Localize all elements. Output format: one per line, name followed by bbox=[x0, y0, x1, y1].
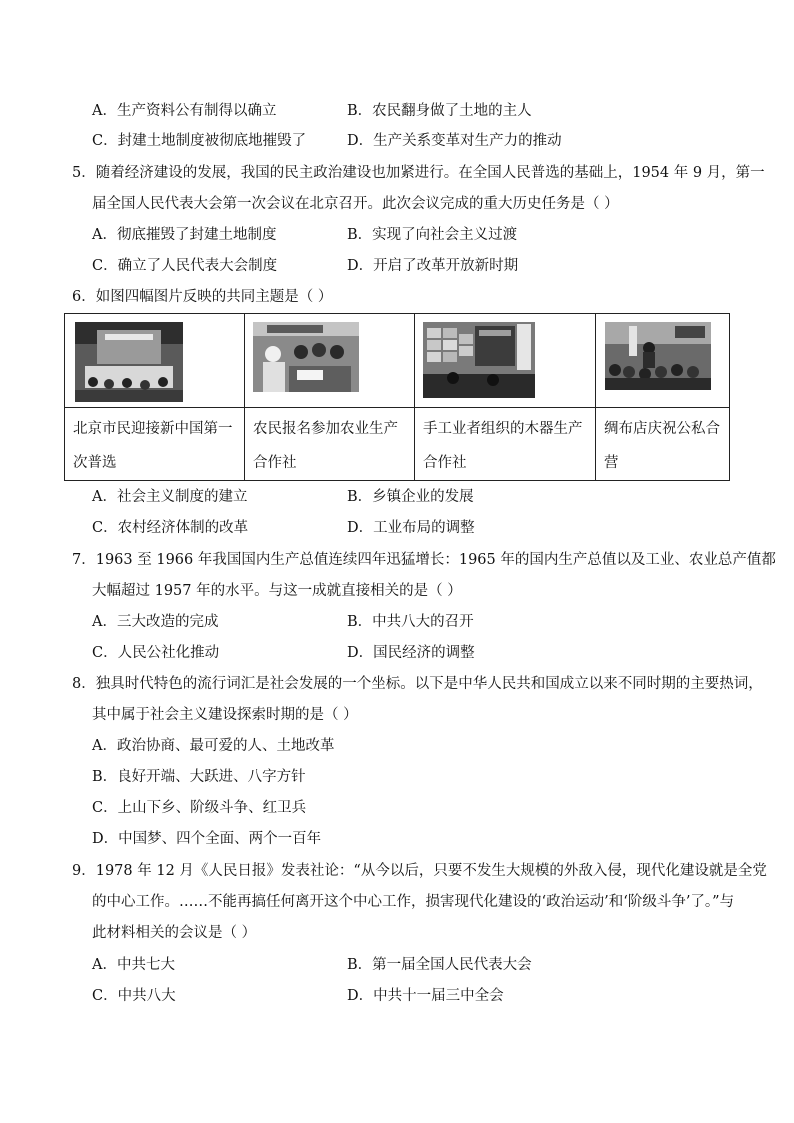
q7-option-a: A．三大改造的完成 bbox=[92, 614, 219, 630]
q6-picture-table bbox=[64, 313, 730, 481]
caption-3-line2: 合作社 bbox=[423, 455, 467, 471]
q9-option-b: B．第一届全国人民代表大会 bbox=[347, 957, 532, 973]
q9-option-c: C．中共八大 bbox=[92, 988, 176, 1004]
q4-option-d: D．生产关系变革对生产力的推动 bbox=[347, 133, 562, 149]
q5-option-b: B．实现了向社会主义过渡 bbox=[347, 227, 518, 243]
caption-4 bbox=[604, 412, 720, 480]
picture-cell-1 bbox=[65, 314, 245, 480]
q6-option-a: A．社会主义制度的建立 bbox=[92, 489, 248, 505]
q5-option-c: C．确立了人民代表大会制度 bbox=[92, 258, 278, 274]
q7-stem-line2: 大幅超过 1957 年的水平。与这一成就直接相关的是（ ） bbox=[92, 583, 462, 599]
photo-furniture-workshop bbox=[423, 322, 535, 398]
caption-1 bbox=[73, 412, 233, 480]
q7-stem-line1: 7．1963 至 1966 年我国国内生产总值连续四年迅猛增长：1965 年的国内生产总值以及工业、农业总产值都 bbox=[72, 552, 776, 568]
q5-option-a: A．彻底摧毁了封建土地制度 bbox=[92, 227, 277, 243]
q5-stem-line1: 5．随着经济建设的发展，我国的民主政治建设也加紧进行。在全国人民普选的基础上，1954 年 9 月，第一 bbox=[72, 165, 765, 181]
caption-2-line1: 农民报名参加农业生产 bbox=[253, 421, 398, 437]
q9-option-a: A．中共七大 bbox=[92, 957, 175, 973]
caption-3-line1: 手工业者组织的木器生产 bbox=[423, 421, 583, 437]
q8-stem-line2: 其中属于社会主义建设探索时期的是（ ） bbox=[92, 707, 358, 723]
q6-option-c: C．农村经济体制的改革 bbox=[92, 520, 249, 536]
q7-option-b: B．中共八大的召开 bbox=[347, 614, 474, 630]
q9-stem-line1: 9．1978 年 12 月《人民日报》发表社论：“从今以后，只要不发生大规模的外敌入侵，现代化建设就是全党 bbox=[72, 863, 767, 879]
photo-silk-store bbox=[605, 322, 711, 390]
picture-cell-2 bbox=[245, 314, 415, 480]
caption-1-line2: 次普选 bbox=[73, 455, 117, 471]
caption-3 bbox=[423, 412, 583, 480]
q8-stem-line1: 8．独具时代特色的流行词汇是社会发展的一个坐标。以下是中华人民共和国成立以来不同时期的主要热词， bbox=[72, 676, 763, 692]
q5-stem-line2: 届全国人民代表大会第一次会议在北京召开。此次会议完成的重大历史任务是（ ） bbox=[92, 196, 619, 212]
q9-option-d: D．中共十一届三中全会 bbox=[347, 988, 504, 1004]
q9-stem-line3: 此材料相关的会议是（ ） bbox=[92, 925, 257, 941]
q6-stem: 6．如图四幅图片反映的共同主题是（ ） bbox=[72, 289, 333, 305]
photo-election bbox=[75, 322, 183, 402]
caption-4-line1: 绸布店庆祝公私合 bbox=[604, 421, 720, 437]
q8-option-d: D．中国梦、四个全面、两个一百年 bbox=[92, 831, 322, 847]
q8-option-a: A．政治协商、最可爱的人、土地改革 bbox=[92, 738, 335, 754]
q8-option-b: B．良好开端、大跃进、八字方针 bbox=[92, 769, 306, 785]
q8-option-c: C．上山下乡、阶级斗争、红卫兵 bbox=[92, 800, 307, 816]
q6-option-d: D．工业布局的调整 bbox=[347, 520, 475, 536]
caption-1-line1: 北京市民迎接新中国第一 bbox=[73, 421, 233, 437]
q4-option-c: C．封建土地制度被彻底地摧毁了 bbox=[92, 133, 307, 149]
q9-stem-line2: 的中心工作。……不能再搞任何离开这个中心工作，损害现代化建设的‘政治运动’和‘阶级斗争’了。”与 bbox=[92, 894, 735, 910]
caption-2 bbox=[253, 412, 398, 480]
q6-option-b: B．乡镇企业的发展 bbox=[347, 489, 474, 505]
caption-4-line2: 营 bbox=[604, 455, 619, 471]
q7-option-c: C．人民公社化推动 bbox=[92, 645, 220, 661]
q4-option-a: A．生产资料公有制得以确立 bbox=[92, 103, 277, 119]
caption-2-line2: 合作社 bbox=[253, 455, 297, 471]
q7-option-d: D．国民经济的调整 bbox=[347, 645, 475, 661]
q4-option-b: B．农民翻身做了土地的主人 bbox=[347, 103, 532, 119]
picture-cell-4 bbox=[596, 314, 729, 480]
picture-cell-3 bbox=[415, 314, 596, 480]
photo-cooperative bbox=[253, 322, 359, 392]
q5-option-d: D．开启了改革开放新时期 bbox=[347, 258, 519, 274]
